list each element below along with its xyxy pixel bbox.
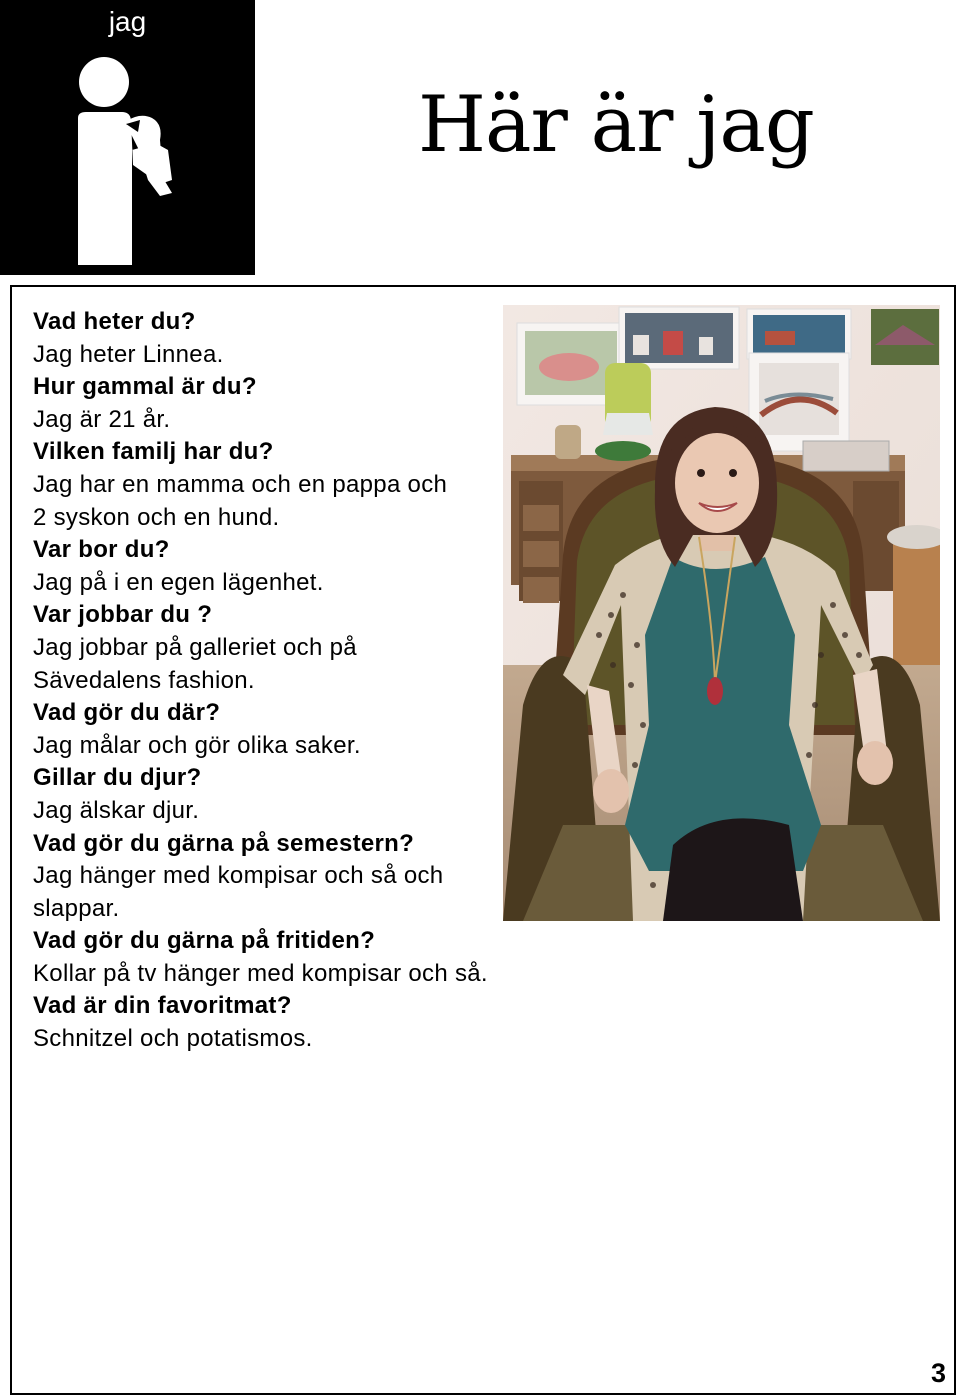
symbol-word: jag [108, 6, 147, 37]
person-pointing-self-icon [0, 0, 255, 275]
question-home: Var bor du? [33, 536, 170, 564]
question-vacation: Vad gör du gärna på semestern? [33, 829, 415, 857]
answer-favorite-food: Schnitzel och potatismos. [33, 1025, 313, 1053]
question-family: Vilken familj har du? [33, 438, 274, 466]
question-animals: Gillar du djur? [33, 764, 202, 792]
page-title: Här är jag [418, 80, 814, 170]
answer-age: Jag är 21 år. [33, 405, 171, 433]
answer-vacation: Jag hänger med kompisar och så och slappar. [33, 862, 444, 922]
answer-work-activity: Jag målar och gör olika saker. [33, 731, 361, 759]
answer-free-time: Kollar på tv hänger med kompisar och så. [33, 959, 488, 987]
question-free-time: Vad gör du gärna på fritiden? [33, 927, 376, 955]
page-number: 3 [930, 1358, 946, 1388]
question-favorite-food: Vad är din favoritmat? [33, 992, 292, 1020]
answer-home: Jag på i en egen lägenhet. [33, 568, 324, 596]
answer-family: Jag har en mamma och en pappa och 2 syskon och en hund. [33, 470, 448, 531]
question-name: Vad heter du? [33, 308, 196, 335]
answer-work: Jag jobbar på galleriet och på Sävedalens fashion. [33, 633, 357, 694]
question-work: Var jobbar du ? [33, 601, 213, 629]
question-work-activity: Vad gör du där? [33, 699, 221, 727]
symbol-card [0, 0, 255, 275]
portrait-photo [503, 305, 940, 921]
question-age: Hur gammal är du? [33, 373, 257, 401]
answer-animals: Jag älskar djur. [33, 796, 200, 824]
answer-name: Jag heter Linnea. [33, 340, 224, 368]
